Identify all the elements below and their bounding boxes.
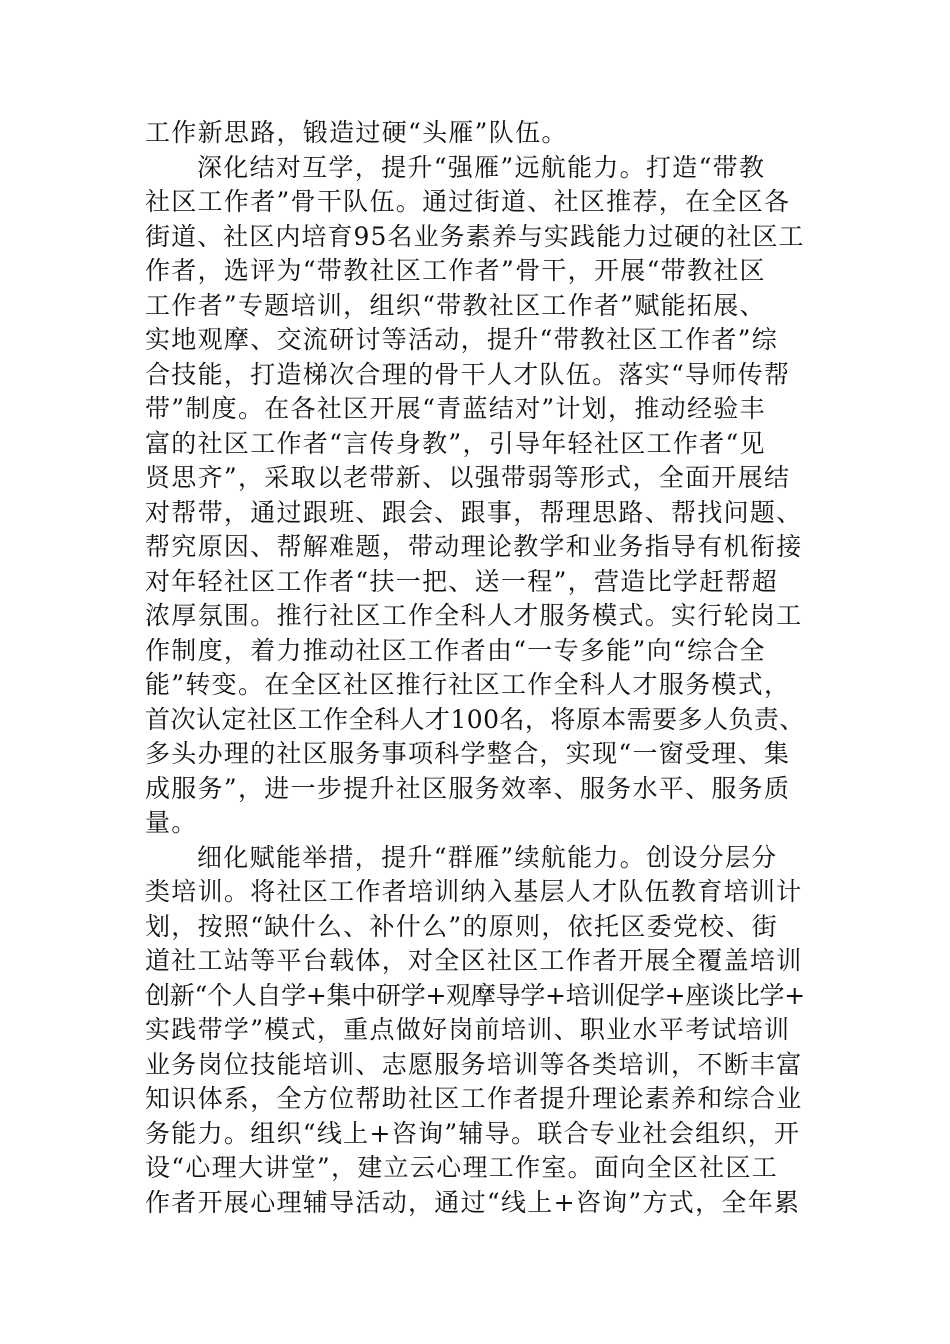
text-line: 实地观摩、交流研讨等活动，提升“带教社区工作者”综 — [145, 325, 779, 354]
text-line: 街道、社区内培育95名业务素养与实践能力过硬的社区工 — [145, 221, 805, 251]
text-line: 对年轻社区工作者“扶一把、送一程”，营造比学赶帮超 — [145, 566, 779, 596]
paragraph-1 — [145, 116, 805, 151]
text-line: 知识体系，全方位帮助社区工作者提升理论素养和综合业 — [145, 1084, 803, 1113]
text-line: 工作者”专题培训，组织“带教社区工作者”赋能拓展、 — [145, 290, 766, 320]
text-line: 细化赋能举措，提升“群雁”续航能力。创设分层分 — [197, 842, 778, 872]
text-line: 创新“个人自学+集中研学+观摩导学+培训促学+座谈比学+ — [145, 980, 805, 1010]
text-line: 实践带学”模式，重点做好岗前培训、职业水平考试培训 — [145, 1015, 791, 1044]
text-line: 务能力。组织“线上+咨询”辅导。联合专业社会组织，开 — [145, 1118, 801, 1148]
text-line: 作者，选评为“带教社区工作者”骨干，开展“带教社区 — [145, 256, 766, 285]
text-line: 深化结对互学，提升“强雁”远航能力。打造“带教 — [197, 152, 766, 182]
text-line: 对帮带，通过跟班、跟会、跟事，帮理思路、帮找问题、 — [145, 497, 803, 527]
text-line: 浓厚氛围。推行社区工作全科人才服务模式。实行轮岗工 — [145, 601, 803, 630]
text-line: 划，按照“缺什么、补什么”的原则，依托区委党校、街 — [145, 911, 779, 941]
text-line: 道社工站等平台载体，对全区社区工作者开展全覆盖培训 — [145, 946, 803, 975]
text-line: 多头办理的社区服务事项科学整合，实现“一窗受理、集 — [145, 739, 791, 768]
paragraph-2 — [145, 151, 805, 841]
text-line: 社区工作者”骨干队伍。通过街道、社区推荐，在全区各 — [145, 187, 791, 216]
text-line: 带”制度。在各社区开展“青蓝结对”计划，推动经验丰 — [145, 394, 766, 423]
text-line: 量。 — [145, 808, 198, 837]
text-line: 首次认定社区工作全科人才100名，将原本需要多人负责、 — [145, 704, 805, 734]
text-line: 作者开展心理辅导活动，通过“线上+咨询”方式，全年累 — [145, 1187, 801, 1217]
text-line: 富的社区工作者“言传身教”，引导年轻社区工作者“见 — [145, 428, 766, 458]
text-line: 合技能，打造梯次合理的骨干人才队伍。落实“导师传帮 — [145, 359, 791, 389]
text-line: 作制度，着力推动社区工作者由“一专多能”向“综合全 — [145, 635, 766, 665]
text-line: 能”转变。在全区社区推行社区工作全科人才服务模式， — [145, 670, 791, 699]
text-line: 成服务”，进一步提升社区服务效率、服务水平、服务质 — [145, 773, 791, 803]
paragraph-3 — [145, 841, 805, 1221]
text-line: 帮究原因、帮解难题，带动理论教学和业务指导有机衔接 — [145, 532, 803, 561]
text-line: 贤思齐”，采取以老带新、以强带弱等形式，全面开展结 — [145, 463, 791, 492]
text-line: 业务岗位技能培训、志愿服务培训等各类培训，不断丰富 — [145, 1049, 803, 1079]
text-line: 工作新思路，锻造过硬“头雁”队伍。 — [145, 118, 568, 147]
text-line: 设“心理大讲堂”，建立云心理工作室。面向全区社区工 — [145, 1153, 779, 1182]
document-body — [145, 116, 805, 1220]
text-line: 类培训。将社区工作者培训纳入基层人才队伍教育培训计 — [145, 877, 803, 906]
